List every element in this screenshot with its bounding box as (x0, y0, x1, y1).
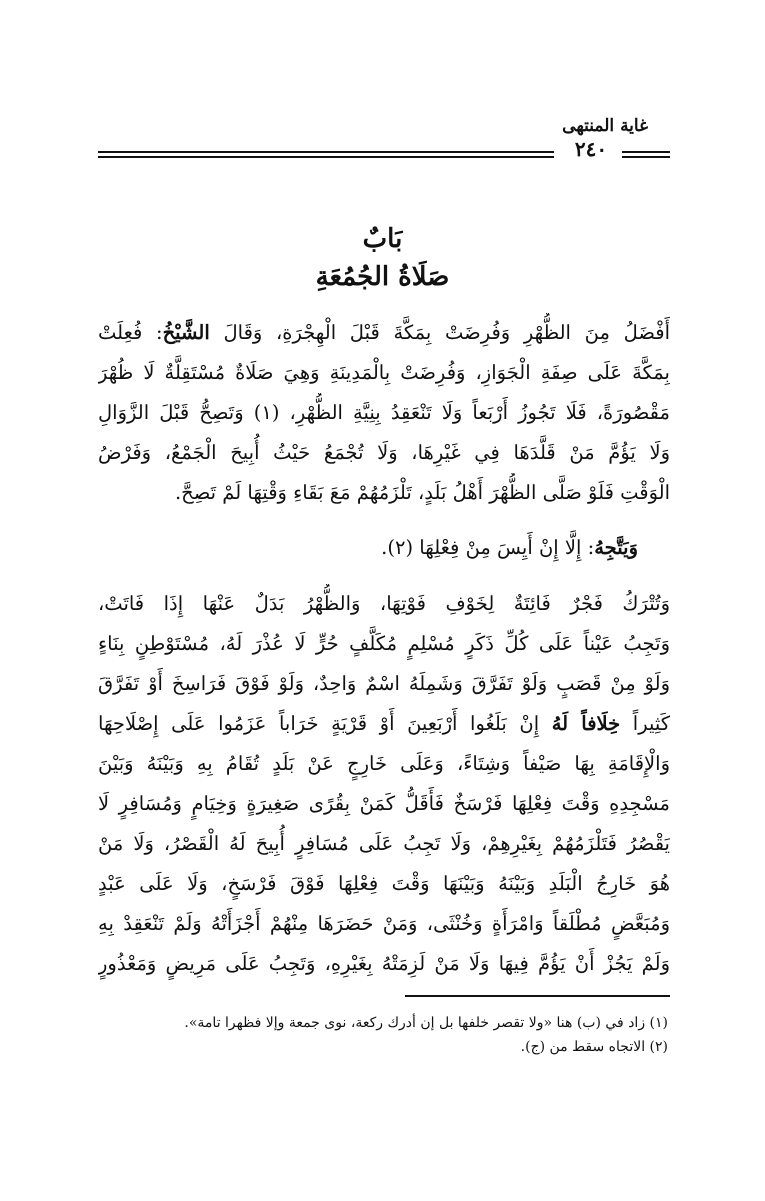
footnote-1: (١) زاد في (ب) هنا «ولا تقصر خلفها بل إن أدرك ركعة، نوى جمعة وإلا فظهرا تامة». (184, 1015, 668, 1031)
body-line: الْوَقْتِ فَلَوْ صَلَّى الظُّهْرَ أَهْلُ بَلَدٍ، تَلْزَمُهُمْ مَعَ بَقَاءِ وَقْتِهَا لَمْ تَصِحَّ. (174, 481, 670, 504)
body-line: يَقْصُرُ فَتَلْزَمُهُمْ بِغَيْرِهِمْ، وَلَا تَجِبُ عَلَى مُسَافِرٍ أُبِيحَ لَهُ الْقَصْرُ، وَلَا مَنْ (98, 832, 670, 855)
body-text: : إِلَّا إِنْ أَيِسَ مِنْ فِعْلِهَا (٢). (381, 536, 595, 559)
footnote-2: (٢) الاتجاه سقط من (ج). (520, 1039, 668, 1055)
body-line: وَلَوْ مِنْ قَصَبٍ وَلَوْ تَفَرَّقَ وَشَمِلَهُ اسْمٌ وَاحِدٌ، وَلَوْ فَوْقَ فَرَاسِخَ أَوْ تَفَرَّقَ (98, 672, 670, 695)
body-line (98, 528, 670, 568)
body-text: : فُعِلَتْ (98, 321, 163, 344)
running-head-title: غاية المنتهى (562, 116, 648, 136)
keyword-khilafan: خِلَافاً لَهُ (551, 712, 621, 735)
body-line: هُوَ خَارِجُ الْبَلَدِ وَبَيْنَهُ وَبَيْنَهَا وَقْتَ فِعْلِهَا فَوْقَ فَرْسَخٍ، وَلَا عَلَى عَبْدٍ (98, 872, 670, 895)
body-line: مَقْصُورَةً، فَلَا تَجُوزُ أَرْبَعاً وَلَا تَنْعَقِدُ بِنِيَّةِ الظُّهْرِ، (١) وَتَصِحُّ قَبْلَ الزَّوَالِ (98, 401, 670, 424)
keyword-shaykh: الشَّيْخُ (162, 321, 210, 344)
keyword-yattajih: وَيَتَّجِهُ (594, 536, 638, 559)
footnote-separator (405, 995, 670, 997)
body-line (98, 704, 670, 744)
header-rule-right-top (622, 151, 670, 153)
chapter-label: بَابٌ (362, 224, 403, 254)
body-text: أَفْضَلُ مِنَ الظُّهْرِ وَفُرِضَتْ بِمَكَّةَ قَبْلَ الْهِجْرَةِ، وَقَالَ (223, 321, 670, 344)
body-line: وَلَمْ يَجُزْ أَنْ يَؤُمَّ فِيهَا وَلَا مَنْ لَزِمَتْهُ بِغَيْرِهِ، وَتَجِبُ عَلَى مَرِيضٍ وَمَعْذُورٍ (98, 952, 670, 975)
body-line: وَتُتْرَكُ فَجْرٌ فَائِتَةٌ لِخَوْفِ فَوْتِهَا، وَالظُّهْرُ بَدَلٌ عَنْهَا إِذَا فَاتَتْ، (98, 592, 670, 615)
body-line: وَالْإِقَامَةِ بِهَا صَيْفاً وَشِتَاءً، وَعَلَى خَارِجٍ عَنْ بَلَدٍ تُقَامُ بِهِ وَبَيْنَهُ وَبَيْنَ (98, 752, 670, 775)
header-rule-left-bottom (98, 156, 554, 158)
body-line: وَلَا يَؤُمَّ مَنْ قَلَّدَهَا فِي غَيْرِهَا، وَلَا تُجْمَعُ حَيْثُ أُبِيحَ الْجَمْعُ، وَفَرْضُ (98, 441, 670, 464)
chapter-title: صَلَاةُ الجُمُعَةِ (315, 262, 450, 292)
body-line (98, 313, 670, 353)
body-line: وَتَجِبُ عَيْناً عَلَى كُلِّ ذَكَرٍ مُسْلِمٍ مُكَلَّفٍ حُرٍّ لَا عُذْرَ لَهُ، مُسْتَوْطِنٍ بِنَاءٍ (98, 632, 670, 655)
body-line: بِمَكَّةَ عَلَى صِفَةِ الْجَوَازِ، وَفُرِضَتْ بِالْمَدِينَةِ وَهِيَ صَلَاةٌ مُسْتَقِلَّةٌ لَا ظُهْرَ (98, 361, 670, 384)
body-text: كَثِيراً (632, 712, 670, 735)
header-rule-right-bottom (622, 156, 670, 158)
body-line: وَمُبَعَّضٍ مُطْلَقاً وَامْرَأَةٍ وَخُنْثَى، وَمَنْ حَضَرَهَا مِنْهُمْ أَجْزَأَتْهُ وَلَمْ تَنْعَقِدْ بِهِ (98, 912, 670, 935)
body-text: إِنْ بَلَغُوا أَرْبَعِينَ أَوْ قَرْيَةٍ خَرَاباً عَزَمُوا عَلَى إِصْلَاحِهَا (98, 712, 540, 735)
header-rule-left-top (98, 151, 554, 153)
page-number: ٢٤٠ (574, 137, 608, 161)
body-line: مَسْجِدِهِ وَقْتَ فِعْلِهَا فَرْسَخٌ فَأَقَلُّ كَمَنْ بِقُرًى صَغِيرَةٍ وَخِيَامٍ وَمُسَافِرٍ لَا (98, 792, 670, 815)
